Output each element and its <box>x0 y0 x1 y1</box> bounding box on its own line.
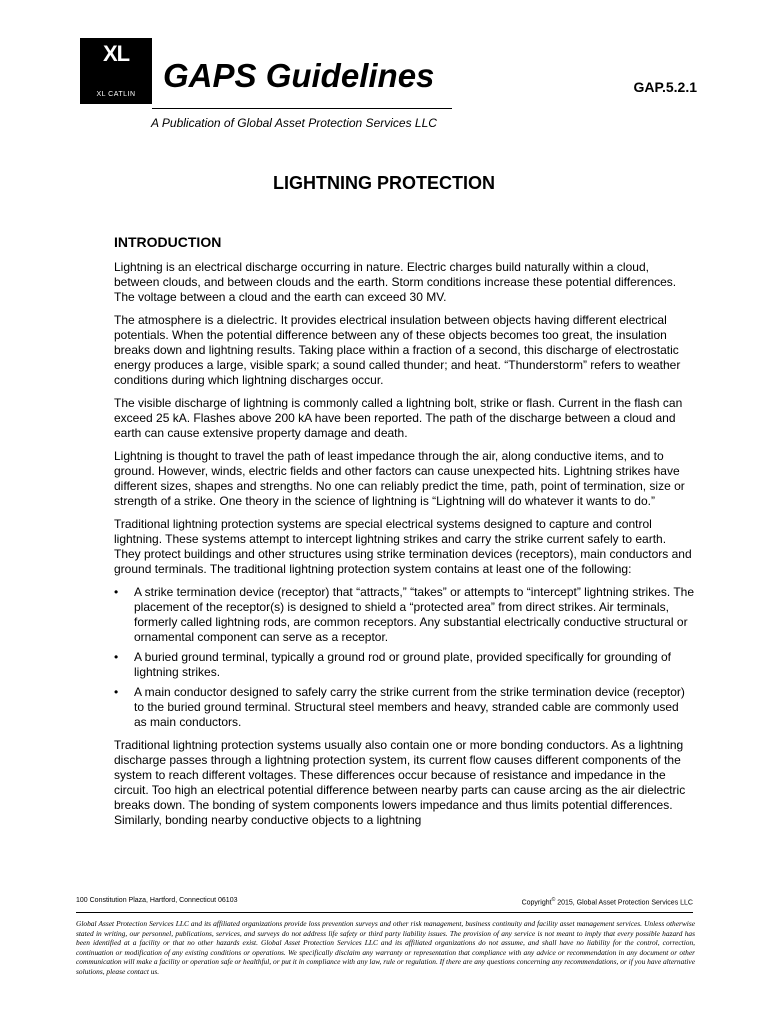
copyright-suffix: 2015, Global Asset Protection Services LLC <box>555 899 693 907</box>
document-title: LIGHTNING PROTECTION <box>273 173 495 193</box>
publication-line: A Publication of Global Asset Protection Services LLC <box>151 116 437 130</box>
legal-disclaimer: Global Asset Protection Services LLC and its affiliated organizations provide loss prevention surveys and other risk management, business continuity and facility asset management services. Unless otherwise stated in writing, our personnel, publications, services, and surveys do not address life safety or third party liability issues. The provision of any service is not meant to imply that every possible hazard has been identified at a facility or that no other hazards exist. Global Asset Protection Services LLC and its affiliated organizations do not assume, and shall have no liability for the control, correction, continuation or modification of any existing conditions or operations. We specifically disclaim any warranty or representation that compliance with any advice or recommendation in any document or other communication will make a facility or operation safe or healthful, or put it in compliance with any law, rule or regulation. If there are any questions concerning any recommendations, or if you have alternative solutions, please contact us. <box>76 919 695 976</box>
list-item <box>114 685 694 730</box>
body-paragraph: Traditional lightning protection systems are special electrical systems designed to capture and control lightning. These systems attempt to intercept lightning strikes and carry the strike current safely to earth. They protect buildings and other structures using strike termination devices (receptors), main conductors and ground terminals. The traditional lightning protection system contains at least one of the following: <box>114 517 692 576</box>
body-paragraph: The atmosphere is a dielectric. It provides electrical insulation between objects having different electrical potentials. When the potential difference between any of these objects becomes too great, the insulation breaks down and lightning results. Taking place within a fraction of a second, this discharge of electrostatic energy produces a large, visible spark; a sound called thunder; and heat. “Thunderstorm” refers to weather conditions during which lightning discharges occur. <box>114 313 681 387</box>
brand-title: GAPS Guidelines <box>163 57 435 94</box>
copyright-prefix: Copyright <box>521 899 552 907</box>
bullet-icon: • <box>114 585 119 599</box>
section-heading-introduction: INTRODUCTION <box>114 234 222 250</box>
logo-mark: XL <box>102 41 130 66</box>
body-paragraph: Lightning is an electrical discharge occurring in nature. Electric charges build naturally within a cloud, between clouds, and between clouds and the earth. Storm conditions increase these potential differences. The voltage between a cloud and the earth can exceed 30 MV. <box>114 260 677 304</box>
footer-address: 100 Constitution Plaza, Hartford, Connecticut 06103 <box>76 897 238 904</box>
body-paragraph: Traditional lightning protection systems usually also contain one or more bonding conductors. As a lightning discharge passes through a lightning protection system, its current flow causes different components of the system to reach different voltages. These differences occur because of resistance and impedance in the circuit. Too high an electrical potential difference between nearby parts can cause arcing as the air dielectric breaks down. The bonding of system components lowers impedance and thus limits potential differences. Similarly, bonding nearby conductive objects to a lightning <box>114 738 686 827</box>
document-body <box>114 260 694 836</box>
list-item-text: A strike termination device (receptor) that “attracts,” “takes” or attempts to “intercept” lightning strikes. The placement of the receptor(s) is designed to shield a “protected area” from direct strikes. Air terminals, formerly called lightning rods, are common receptors. Any substantial electrically conductive structural or ornamental component can serve as a receptor. <box>134 585 694 644</box>
body-paragraph: Lightning is thought to travel the path of least impedance through the air, along conductive items, and to ground. However, winds, electric fields and other factors can cause unexpected hits. Lightning strikes have different sizes, shapes and strengths. No one can reliably predict the time, path, point of termination, size or strength of a strike. One theory in the science of lightning is “Lightning will do whatever it wants to do.” <box>114 449 685 508</box>
xl-catlin-logo <box>80 38 152 104</box>
logo-wordmark: XL CATLIN <box>96 91 136 98</box>
body-paragraph: The visible discharge of lightning is commonly called a lightning bolt, strike or flash. Current in the flash can exceed 25 kA. Flashes above 200 kA have been reported. The path of the discharge between a cloud and earth can cause extensive property damage and death. <box>114 396 683 440</box>
bullet-icon: • <box>114 650 119 664</box>
list-item <box>114 585 694 645</box>
list-item-text: A buried ground terminal, typically a ground rod or ground plate, provided specifically for grounding of lightning strikes. <box>134 650 671 679</box>
header-divider <box>152 108 452 109</box>
list-item <box>114 650 694 680</box>
footer-copyright <box>522 897 693 906</box>
footer-divider <box>76 912 693 913</box>
document-code: GAP.5.2.1 <box>633 79 697 95</box>
copyright-symbol: © <box>551 897 556 903</box>
component-list <box>114 585 694 730</box>
bullet-icon: • <box>114 685 119 699</box>
list-item-text: A main conductor designed to safely carry the strike current from the strike termination device (receptor) to the buried ground terminal. Structural steel members and heavy, stranded cable are commonly used as main conductors. <box>134 685 685 729</box>
